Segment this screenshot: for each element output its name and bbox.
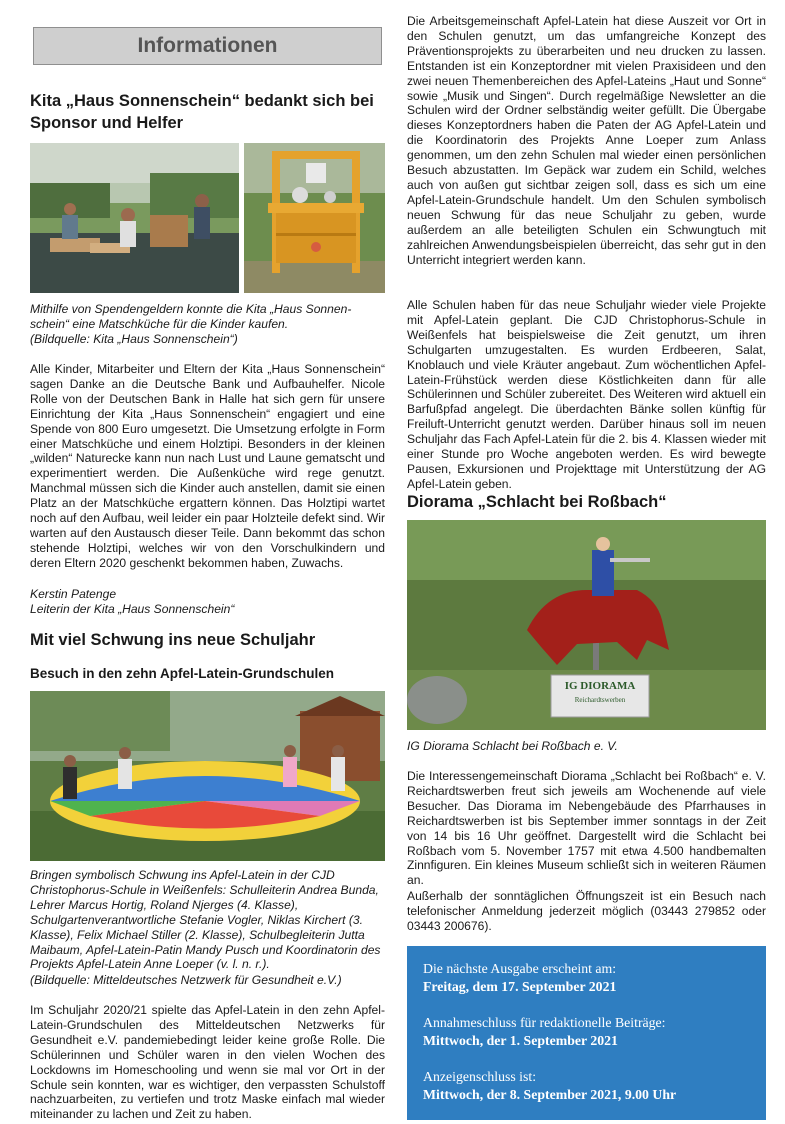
ad-deadline-date: Mittwoch, der 8. September 2021, 9.00 Uhr bbox=[423, 1087, 677, 1102]
editorial-deadline-label: Annahmeschluss für redaktionelle Beiträge: bbox=[423, 1015, 666, 1030]
article2-credit: (Bildquelle: Mitteldeutsches Netzwerk für Gesundheit e.V.) bbox=[30, 973, 342, 987]
article1-headline: Kita „Haus Sonnenschein“ bedankt sich bei Sponsor und Helfer bbox=[30, 92, 374, 132]
article3-headline: Diorama „Schlacht bei Roßbach“ bbox=[407, 493, 667, 511]
kita-photo-mud-kitchen bbox=[244, 143, 385, 293]
article2-body-1: Im Schuljahr 2020/21 spielte das Apfel-Latein in den zehn Apfel-Latein-Grundschulen des Mitteldeutschen Netzwerks für Gesundheit e.V. pandemiebedingt leider keine große Rolle. Die Schülerinnen und Schüler waren in den vielen Wochen des Lockdowns im Homeschooling und wenn sie mal vor Ort in der Schule sein konnten, war es wichtiger, den verpassten Schulstoff nachzuarbeiten, zu vertiefen und trotz Maske einfach mal wieder miteinander zu lachen und Zeit zu haben. bbox=[30, 1003, 385, 1122]
ad-deadline-label: Anzeigenschluss ist: bbox=[423, 1069, 537, 1084]
article2-headline: Mit viel Schwung ins neue Schuljahr bbox=[30, 631, 316, 649]
next-issue-date: Freitag, dem 17. September 2021 bbox=[423, 979, 617, 994]
article1-author: Kerstin Patenge bbox=[30, 587, 117, 601]
school-parachute-photo bbox=[30, 691, 385, 861]
article3-body-2: Außerhalb der sonntäglichen Öffnungszeit ist ein Besuch nach telefonischer Anmeldung jederzeit möglich (03443 279852 oder 03443 200676). bbox=[407, 889, 766, 933]
article2-subheadline: Besuch in den zehn Apfel-Latein-Grundschulen bbox=[30, 666, 335, 681]
next-issue-infobox bbox=[407, 946, 766, 1120]
article1-credit: (Bildquelle: Kita „Haus Sonnenschein“) bbox=[30, 332, 238, 346]
article2-caption: Bringen symbolisch Schwung ins Apfel-Latein in der CJD Christophorus-Schule in Weißenfels: Schulleiterin Andrea Bunda, Lehrer Marcus Hortig, Roland Njerges (4. Klasse), Schulgartenverantwortliche Stefanie Vogler, Niklas Kirchert (3. Klasse), Felix Michael Stiller (2. Klasse), Schulbegleiterin Jutta Maibaum, Apfel-Latein-Patin Mandy Pusch und Koordinatorin des Projekts Apfel-Latein Anne Loeper (v. l. n. r.). bbox=[30, 868, 381, 972]
article3-caption: IG Diorama Schlacht bei Roßbach e. V. bbox=[407, 739, 618, 753]
article2-body-3: Alle Schulen haben für das neue Schuljahr wieder viele Projekte mit Apfel-Latein geplant. Die CJD Christophorus-Schule in Weißenfels hat beispielsweise die Zeit genutzt, um ihren Schulgarten umzugestalten. Es wurden Erdbeeren, Salat, Knoblauch und viele Kräuter angebaut. Zum wöchentlichen Apfel-Latein-Frühstück werden diese Köstlichkeiten dann für alle Schülerinnen und Schüler zubereitet. Des Weiteren wird aktuell ein Barfußpfad angelegt. Die überdachten Bänke sollen künftig für Freiluft-Unterricht genutzt werden. Darüber hinaus soll im neuen Schuljahr das Fach Apfel-Latein für die 2. bis 4. Klassen wieder mit einer Stunde pro Woche angeboten werden. Es wird bewegte Pausen, Exkursionen und Projekttage mit Unterstützung der AG Apfel-Latein geben. bbox=[407, 298, 766, 491]
diorama-sign-line1: IG DIORAMA bbox=[564, 680, 636, 692]
article3-body-1: Die Interessengemeinschaft Diorama „Schlacht bei Roßbach“ e. V. Reichardtswerben freut sich jeweils am Wochenende auf viele Besucher. Das Diorama im Nebengebäude des Pfarrhauses in Reichardtswerben ist bis September immer sonntags in der Zeit von 14 bis 16 Uhr geöffnet. Dargestellt wird die Schlacht bei Roßbach vom 5. November 1757 mit etwa 4.500 handbemalten Zinnfiguren. Ein kleines Museum schließt sich in weiteren Räumen an. bbox=[407, 769, 766, 888]
article2-body-2: Die Arbeitsgemeinschaft Apfel-Latein hat diese Auszeit vor Ort in den Schulen genutzt, um das umfangreiche Konzept des Präventionsprojekts zu überarbeiten und neu drucken zu lassen. Entstanden ist ein Konzeptordner mit vielen Praxisideen und den zwei neuen Themenbereichen des Apfel-Lateins „Haut und Sonne“ sowie „Musik und Singen“. Durch regelmäßige Newsletter an die Schulen wird der Ordner selbständig weiter gefüllt. Die Übergabe dieses Konzeptordners haben die Paten der AG Apfel-Latein und die Koordinatorin des Projekts Anne Loeper zum Anlass genommen, um den zehn Schulen mal wieder einen persönlichen Besuch abzustatten. Im Gepäck war zudem ein Schild, welches auch von außen gut sichtbar zeigen soll, dass es sich um eine Apfel-Latein-Grundschule handelt. Um den Schulen symbolisch neuen Schwung für das neue Schuljahr zu geben, wurde außerdem an alle beteiligten Schulen ein Schwungtuch mit zahlreichen Anwendungsbeispielen überreicht, das sehr gut in den Unterricht integriert werden kann. bbox=[407, 14, 766, 267]
article1-caption: Mithilfe von Spendengeldern konnte die Kita „Haus Sonnen-schein“ eine Matschküche für die Kinder kaufen. bbox=[30, 302, 352, 331]
article1-author-role: Leiterin der Kita „Haus Sonnenschein“ bbox=[30, 602, 235, 616]
diorama-photo bbox=[407, 520, 766, 730]
section-title: Informationen bbox=[33, 27, 382, 65]
next-issue-label: Die nächste Ausgabe erscheint am: bbox=[423, 961, 617, 976]
article1-body: Alle Kinder, Mitarbeiter und Eltern der Kita „Haus Sonnenschein“ sagen Danke an die Deutsche Bank und Aufbauhelfer. Nicole Rolle von der Deutschen Bank in Halle hat sich gern für unsere Einrichtung der Kita „Haus Sonnenschein“ engagiert und eine Spende von 800 Euro umgesetzt. Die Umsetzung erfolgte in Form einer Matschküche und einem Holztipi. Besonders in der kleinen „wilden“ Naturecke kann nun nach Lust und Laune gematscht und experimentiert werden. Die Außenküche wird rege genutzt. Manchmal müssen sich die Kinder auch anstellen, damit sie einen Platz an der Matschküche ergattern können. Das Holztipi wartet noch auf den Aufbau, weil leider ein paar Holzteile defekt sind. Wir warten auf den Austausch dieser Teile. Dann bekommt das schon stehende Holztipi, welches wir von den Vorschulkindern und deren Eltern 2020 geschenkt bekommen haben, Zuwachs. bbox=[30, 362, 385, 570]
kita-photo-garden bbox=[30, 143, 239, 293]
diorama-sign-line2: Reichardtswerben bbox=[574, 696, 626, 704]
editorial-deadline-date: Mittwoch, der 1. September 2021 bbox=[423, 1033, 618, 1048]
